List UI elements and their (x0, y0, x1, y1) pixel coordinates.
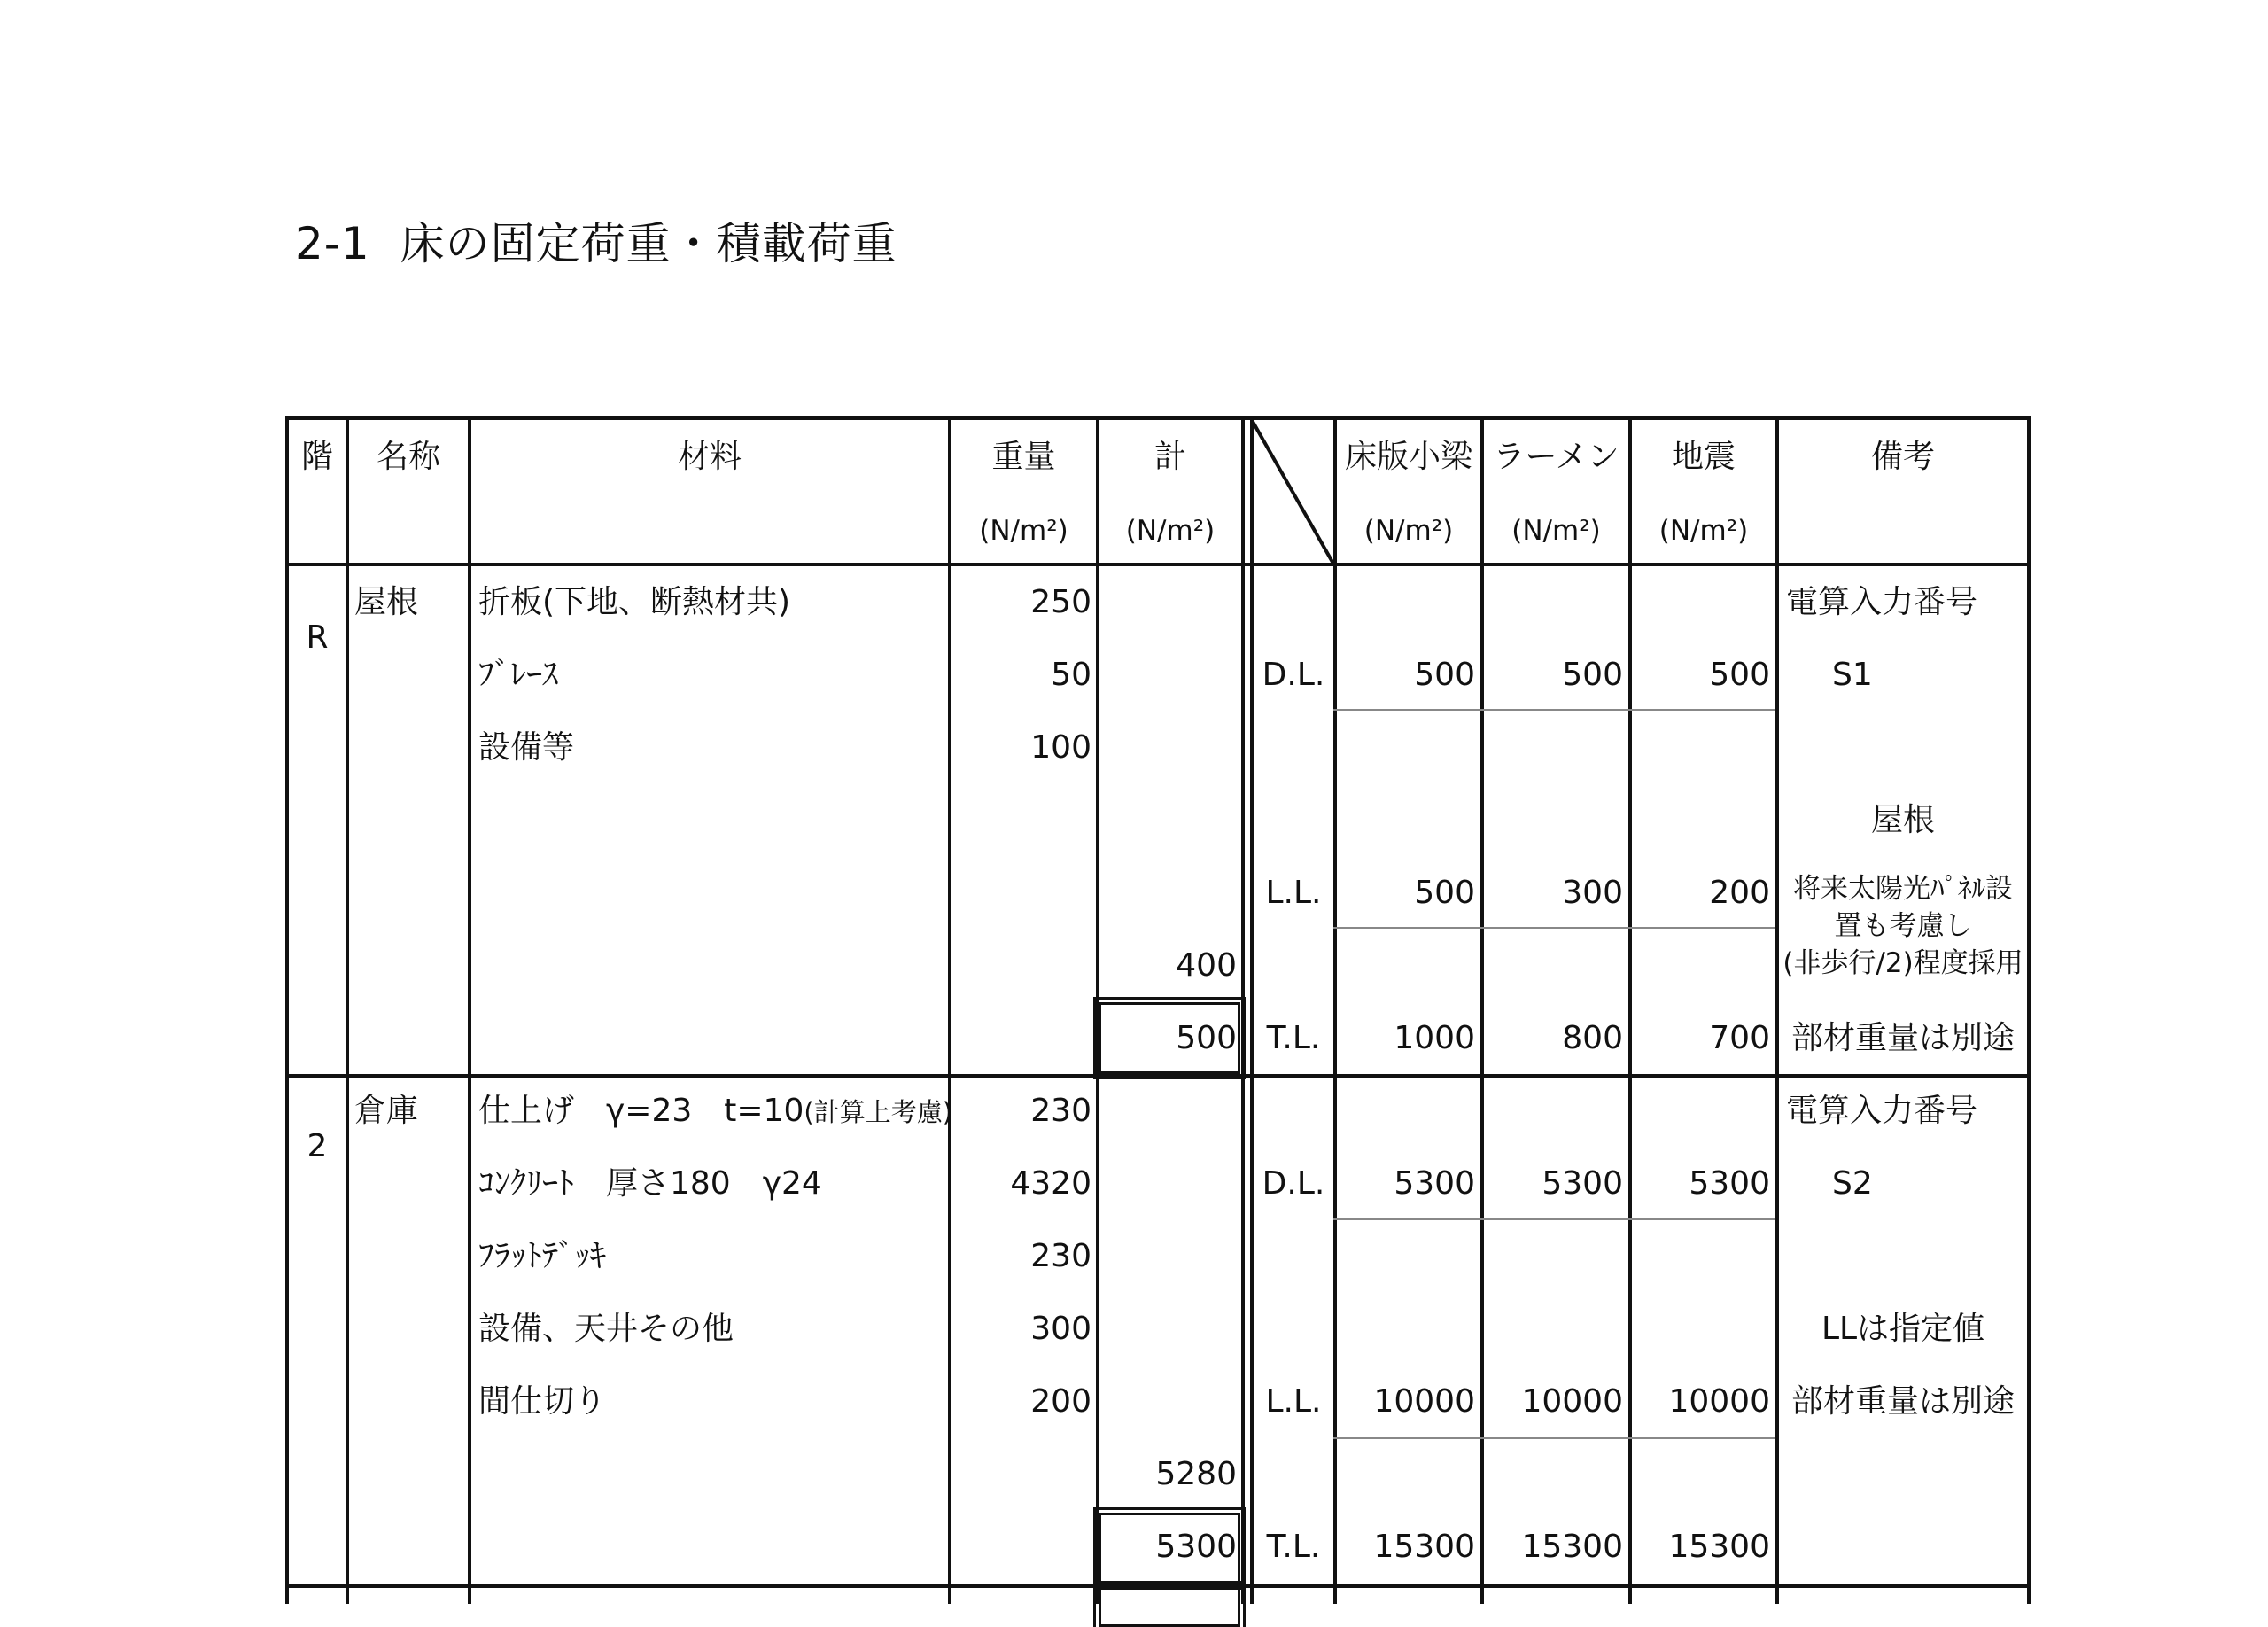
tl-label: T.L. (1266, 1020, 1321, 1056)
material-weight: 300 (1030, 1311, 1091, 1347)
section-title: 床の固定荷重・積載荷重 (400, 218, 897, 269)
dl-slab: 5300 (1394, 1165, 1475, 1202)
remark-text: 置も考慮し (1834, 910, 1972, 942)
tl-seismic: 700 (1709, 1020, 1770, 1056)
dl-slab: 500 (1414, 657, 1475, 693)
floor-label: 2 (307, 1128, 328, 1164)
ll-slab: 500 (1414, 875, 1475, 911)
header-weight-unit: (N/m²) (979, 515, 1068, 547)
room-name: 屋根 (354, 584, 419, 620)
dl-seismic: 500 (1709, 657, 1770, 693)
remark-text: LLは指定値 (1821, 1311, 1985, 1347)
remark-text: (非歩行/2)程度採用 (1783, 947, 2023, 979)
floor-label: R (306, 619, 329, 656)
subtotal-value: 5280 (1155, 1456, 1237, 1492)
dl-seismic: 5300 (1689, 1165, 1770, 1202)
material-name: 設備等 (478, 729, 575, 766)
header-remarks: 備考 (1870, 439, 1935, 475)
material-name: 設備、天井その他 (478, 1311, 734, 1347)
material-weight: 4320 (1010, 1165, 1091, 1202)
header-weight: 重量 (991, 439, 1056, 475)
tl-frame: 800 (1562, 1020, 1623, 1056)
total-box (1099, 1586, 1240, 1627)
tl-seismic: 15300 (1668, 1529, 1770, 1565)
dl-frame: 500 (1562, 657, 1623, 693)
header-floor: 階 (300, 439, 333, 475)
ll-slab: 10000 (1373, 1383, 1475, 1420)
material-name: ｺﾝｸﾘｰﾄ 厚さ180 γ24 (478, 1165, 822, 1202)
ll-frame: 10000 (1521, 1383, 1623, 1420)
remark-text: 屋根 (1870, 802, 1935, 838)
header-seismic-unit: (N/m²) (1658, 515, 1749, 547)
remark-input-label: 電算入力番号 (1786, 584, 1978, 620)
tl-slab: 1000 (1394, 1020, 1475, 1056)
remark-text: 将来太陽光ﾊﾟﾈﾙ設 (1793, 873, 2013, 905)
remark-input-number: S1 (1832, 657, 1873, 693)
remark-input-label: 電算入力番号 (1786, 1093, 1978, 1129)
total-value: 500 (1176, 1020, 1237, 1056)
material-note: (計算上考慮) (804, 1097, 953, 1127)
material-name: 仕上げ γ=23 t=10(計算上考慮) (478, 1093, 953, 1129)
material-weight: 100 (1030, 729, 1091, 766)
material-name: 折板(下地、断熱材共) (478, 584, 791, 620)
header-total-unit: (N/m²) (1125, 515, 1216, 547)
remark-input-number: S2 (1832, 1165, 1873, 1202)
dl-label: D.L. (1262, 1165, 1325, 1202)
tl-label: T.L. (1266, 1529, 1321, 1565)
tl-frame: 15300 (1521, 1529, 1623, 1565)
ll-label: L.L. (1265, 875, 1322, 911)
material-weight: 50 (1051, 657, 1091, 693)
ll-seismic: 200 (1709, 875, 1770, 911)
subtotal-value: 400 (1176, 947, 1237, 984)
header-frame-unit: (N/m²) (1511, 515, 1601, 547)
remark-text: 部材重量は別途 (1790, 1383, 2015, 1420)
header-total: 計 (1153, 439, 1186, 475)
ll-label: L.L. (1265, 1383, 1322, 1420)
material-name: ﾌﾗｯﾄﾃﾞｯｷ (478, 1238, 606, 1274)
material-name: 間仕切り (478, 1383, 607, 1420)
header-name: 名称 (376, 439, 440, 475)
section-number: 2-1 (295, 218, 370, 269)
ll-frame: 300 (1562, 875, 1623, 911)
header-slab: 床版小梁 (1344, 439, 1472, 475)
header-seismic: 地震 (1671, 439, 1736, 475)
remark-text: 部材重量は別途 (1790, 1020, 2015, 1056)
material-weight: 230 (1030, 1238, 1091, 1274)
dl-label: D.L. (1262, 657, 1325, 693)
header-material: 材料 (677, 439, 742, 475)
material-name: ﾌﾞﾚｰｽ (478, 657, 558, 693)
tl-slab: 15300 (1373, 1529, 1475, 1565)
ll-seismic: 10000 (1668, 1383, 1770, 1420)
room-name: 倉庫 (354, 1093, 419, 1129)
material-weight: 230 (1030, 1093, 1091, 1129)
dl-frame: 5300 (1542, 1165, 1623, 1202)
total-value: 5300 (1155, 1529, 1237, 1565)
material-weight: 200 (1030, 1383, 1091, 1420)
material-weight: 250 (1030, 584, 1091, 620)
header-frame: ラーメン (1493, 439, 1619, 475)
header-slab-unit: (N/m²) (1363, 515, 1454, 547)
